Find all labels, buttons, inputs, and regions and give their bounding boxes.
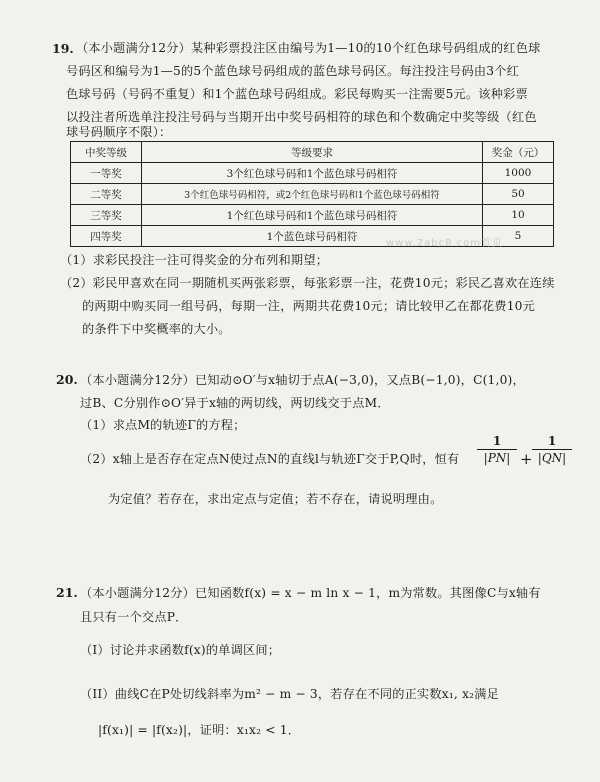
- row-prize: 1000: [483, 163, 554, 184]
- q20-part-2: （2）x轴上是否存在定点N使过点N的直线l与轨迹Γ交于P,Q时，恒有: [80, 452, 460, 466]
- header-level: 中奖等级: [71, 142, 142, 163]
- table-row: [71, 163, 554, 184]
- table-row: [71, 205, 554, 226]
- q20-part-2-continued: 为定值？若存在，求出定点与定值；若不存在，请说明理由。: [108, 492, 443, 506]
- fraction-pn: [477, 434, 517, 465]
- q21-part-1: （I）讨论并求函数f(x)的单调区间；: [80, 643, 281, 657]
- q20-line-1: （本小题满分12分）已知动⊙O′与x轴切于点A(−3,0)，又点B(−1,0)，C(1,0)，: [80, 373, 525, 387]
- row-level: 二等奖: [71, 184, 142, 205]
- watermark-text: www.2abc8.com首页: [386, 238, 504, 249]
- q19-line-1: （本小题满分12分）某种彩票投注区由编号为1—10的10个红色球号码组成的红色球: [76, 41, 541, 55]
- prize-table-header: [71, 142, 554, 163]
- q21-line-2: 且只有一个交点P．: [80, 610, 188, 624]
- row-requirement: 1个红色球号码和1个蓝色球号码相符: [142, 205, 483, 226]
- row-level: 四等奖: [71, 226, 142, 247]
- row-requirement: 3个红色球号码相符，或2个红色球号码和1个蓝色球号码相符: [142, 184, 483, 205]
- row-prize: 10: [483, 205, 554, 226]
- q19-part-2: （2）彩民甲喜欢在同一期随机买两张彩票，每张彩票一注，花费10元；彩民乙喜欢在连续: [60, 276, 555, 290]
- q19-line-3: 色球号码（号码不重复）和1个蓝色球号码组成。彩民每购买一注需要5元。该种彩票: [66, 87, 528, 101]
- plus-sign: +: [520, 450, 533, 468]
- row-requirement: 1个蓝色球号码相符: [142, 226, 483, 247]
- q21-part-2: （II）曲线C在P处切线斜率为m² − m − 3，若存在不同的正实数x₁, x₂满足: [80, 687, 500, 701]
- header-prize: 奖金（元）: [483, 142, 554, 163]
- row-level: 一等奖: [71, 163, 142, 184]
- q19-part-2-line-3: 的条件下中奖概率的大小。: [82, 322, 231, 336]
- row-prize: 50: [483, 184, 554, 205]
- fraction-qn-bar: [532, 449, 572, 450]
- q19-part-2-line-2: 的两期中购买同一组号码，每期一注，两期共花费10元；请比较甲乙在都花费10元: [82, 299, 535, 313]
- fraction-qn-denominator: |QN|: [537, 451, 567, 465]
- prize-table: [70, 141, 554, 247]
- q19-line-2: 号码区和编号为1—5的5个蓝色球号码组成的蓝色球号码区。每注投注号码由3个红: [66, 64, 519, 78]
- q20-number: 20.: [56, 372, 78, 387]
- row-prize: 5: [483, 226, 554, 247]
- fraction-pn-numerator: 1: [492, 434, 502, 448]
- q20-line-2: 过B、C分别作⊙O′异于x轴的两切线，两切线交于点M．: [80, 396, 390, 410]
- fraction-qn: [532, 434, 572, 465]
- q19-part-1: （1）求彩民投注一注可得奖金的分布列和期望；: [60, 253, 329, 267]
- q20-part-1: （1）求点M的轨迹Γ的方程；: [80, 418, 246, 432]
- header-requirement: 等级要求: [142, 142, 483, 163]
- q19-line-4: 以投注者所选单注投注号码与当期开出中奖号码相符的球色和个数确定中奖等级（红色: [66, 110, 537, 124]
- q19-number: 19.: [52, 41, 74, 56]
- fraction-pn-denominator: |PN|: [483, 451, 511, 465]
- q21-number: 21.: [56, 585, 78, 600]
- table-row: [71, 184, 554, 205]
- fraction-qn-numerator: 1: [547, 434, 557, 448]
- q19-line-5: 球号码顺序不限）：: [66, 125, 172, 139]
- row-requirement: 3个红色球号码和1个蓝色球号码相符: [142, 163, 483, 184]
- q21-line-1: （本小题满分12分）已知函数f(x) = x − m ln x − 1，m为常数。其图像C与x轴有: [80, 586, 541, 600]
- fraction-pn-bar: [477, 449, 517, 450]
- row-level: 三等奖: [71, 205, 142, 226]
- q21-part-2-continued: |f(x₁)| = |f(x₂)|，证明：x₁x₂ < 1．: [98, 723, 301, 737]
